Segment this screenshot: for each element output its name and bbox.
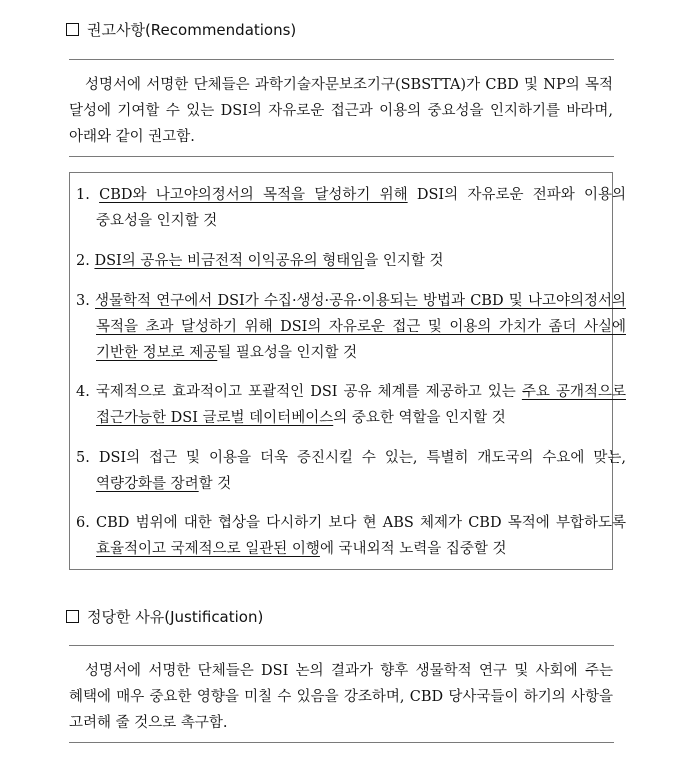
item-text-underlined: DSI의 공유는 비금전적 이익공유의 형태임 bbox=[94, 253, 365, 269]
item-text: DSI의 접근 및 이용을 더욱 증진시킬 수 있는, 특별히 개도국의 수요에 맞는, bbox=[98, 450, 627, 466]
item-number: 3. bbox=[76, 293, 90, 309]
item-text: CBD 범위에 대한 협상을 다시하기 보다 현 ABS 체제가 CBD 목적에 부합하도록 bbox=[96, 515, 626, 531]
item-number: 4. bbox=[76, 384, 90, 400]
recommendation-item bbox=[76, 248, 626, 274]
recommendation-item bbox=[76, 288, 626, 366]
recommendations-heading bbox=[66, 20, 296, 40]
item-number: 1. bbox=[76, 187, 90, 203]
item-text-underlined: 생물학적 연구에서 DSI가 수집·생성·공유·이용되는 방법과 CBD 및 나고야의정서의 목적을 초과 달성하기 위해 DSI의 자유로운 접근 및 이용의 가치가 좀더 사실에 기반한 정보로 제공 bbox=[95, 293, 626, 361]
recommendations-heading-text: 권고사항(Recommendations) bbox=[87, 21, 297, 39]
checkbox-icon bbox=[66, 23, 79, 36]
justification-heading bbox=[66, 607, 263, 627]
divider-bottom bbox=[69, 742, 614, 743]
justification-heading-text: 정당한 사유(Justification) bbox=[87, 608, 264, 626]
divider-bottom bbox=[69, 156, 614, 157]
recommendation-item bbox=[76, 182, 626, 234]
item-text: 할 것 bbox=[198, 476, 232, 492]
item-number: 2. bbox=[76, 253, 90, 269]
checkbox-icon bbox=[66, 610, 79, 623]
item-text: 될 필요성을 인지할 것 bbox=[217, 345, 358, 361]
item-text: 국제적으로 효과적이고 포괄적인 DSI 공유 체계를 제공하고 있는 bbox=[95, 384, 522, 400]
item-text-underlined: 역량강화를 장려 bbox=[96, 476, 199, 492]
item-number: 6. bbox=[76, 515, 90, 531]
recommendations-intro bbox=[69, 72, 613, 150]
recommendations-list bbox=[69, 172, 627, 570]
justification-body-text: 성명서에 서명한 단체들은 DSI 논의 결과가 향후 생물학적 연구 및 사회에 주는 혜택에 매우 중요한 영향을 미칠 수 있음을 강조하며, CBD 당사국들이 하기의 사항을 고려해 줄 것으로 촉구함. bbox=[69, 663, 614, 731]
item-text-underlined: 효율적이고 국제적으로 일관된 이행 bbox=[96, 541, 320, 557]
recommendation-item bbox=[76, 510, 626, 562]
item-text: 에 국내외적 노력을 집중할 것 bbox=[319, 541, 507, 557]
divider-top bbox=[69, 645, 614, 646]
divider-top bbox=[69, 59, 614, 60]
recommendations-intro-text: 성명서에 서명한 단체들은 과학기술자문보조기구(SBSTTA)가 CBD 및 NP의 목적 달성에 기여할 수 있는 DSI의 자유로운 접근과 이용의 중요성을 인지하기를 바라며, 아래와 같이 권고함. bbox=[69, 77, 613, 145]
recommendation-item bbox=[76, 445, 626, 497]
item-number: 5. bbox=[76, 450, 90, 466]
recommendation-item bbox=[76, 379, 626, 431]
item-text: 을 인지할 것 bbox=[364, 253, 444, 269]
item-text-underlined: 주요 공개적으로 접근가능한 DSI 글로벌 데이터베이스 bbox=[96, 384, 626, 426]
item-text: 의 중요한 역할을 인지할 것 bbox=[333, 410, 506, 426]
item-text-underlined: CBD와 나고야의정서의 목적을 달성하기 위해 bbox=[99, 187, 408, 203]
item-text: DSI의 자유로운 전파와 이용의 중요성을 인지할 것 bbox=[96, 187, 627, 229]
justification-body bbox=[69, 658, 613, 736]
